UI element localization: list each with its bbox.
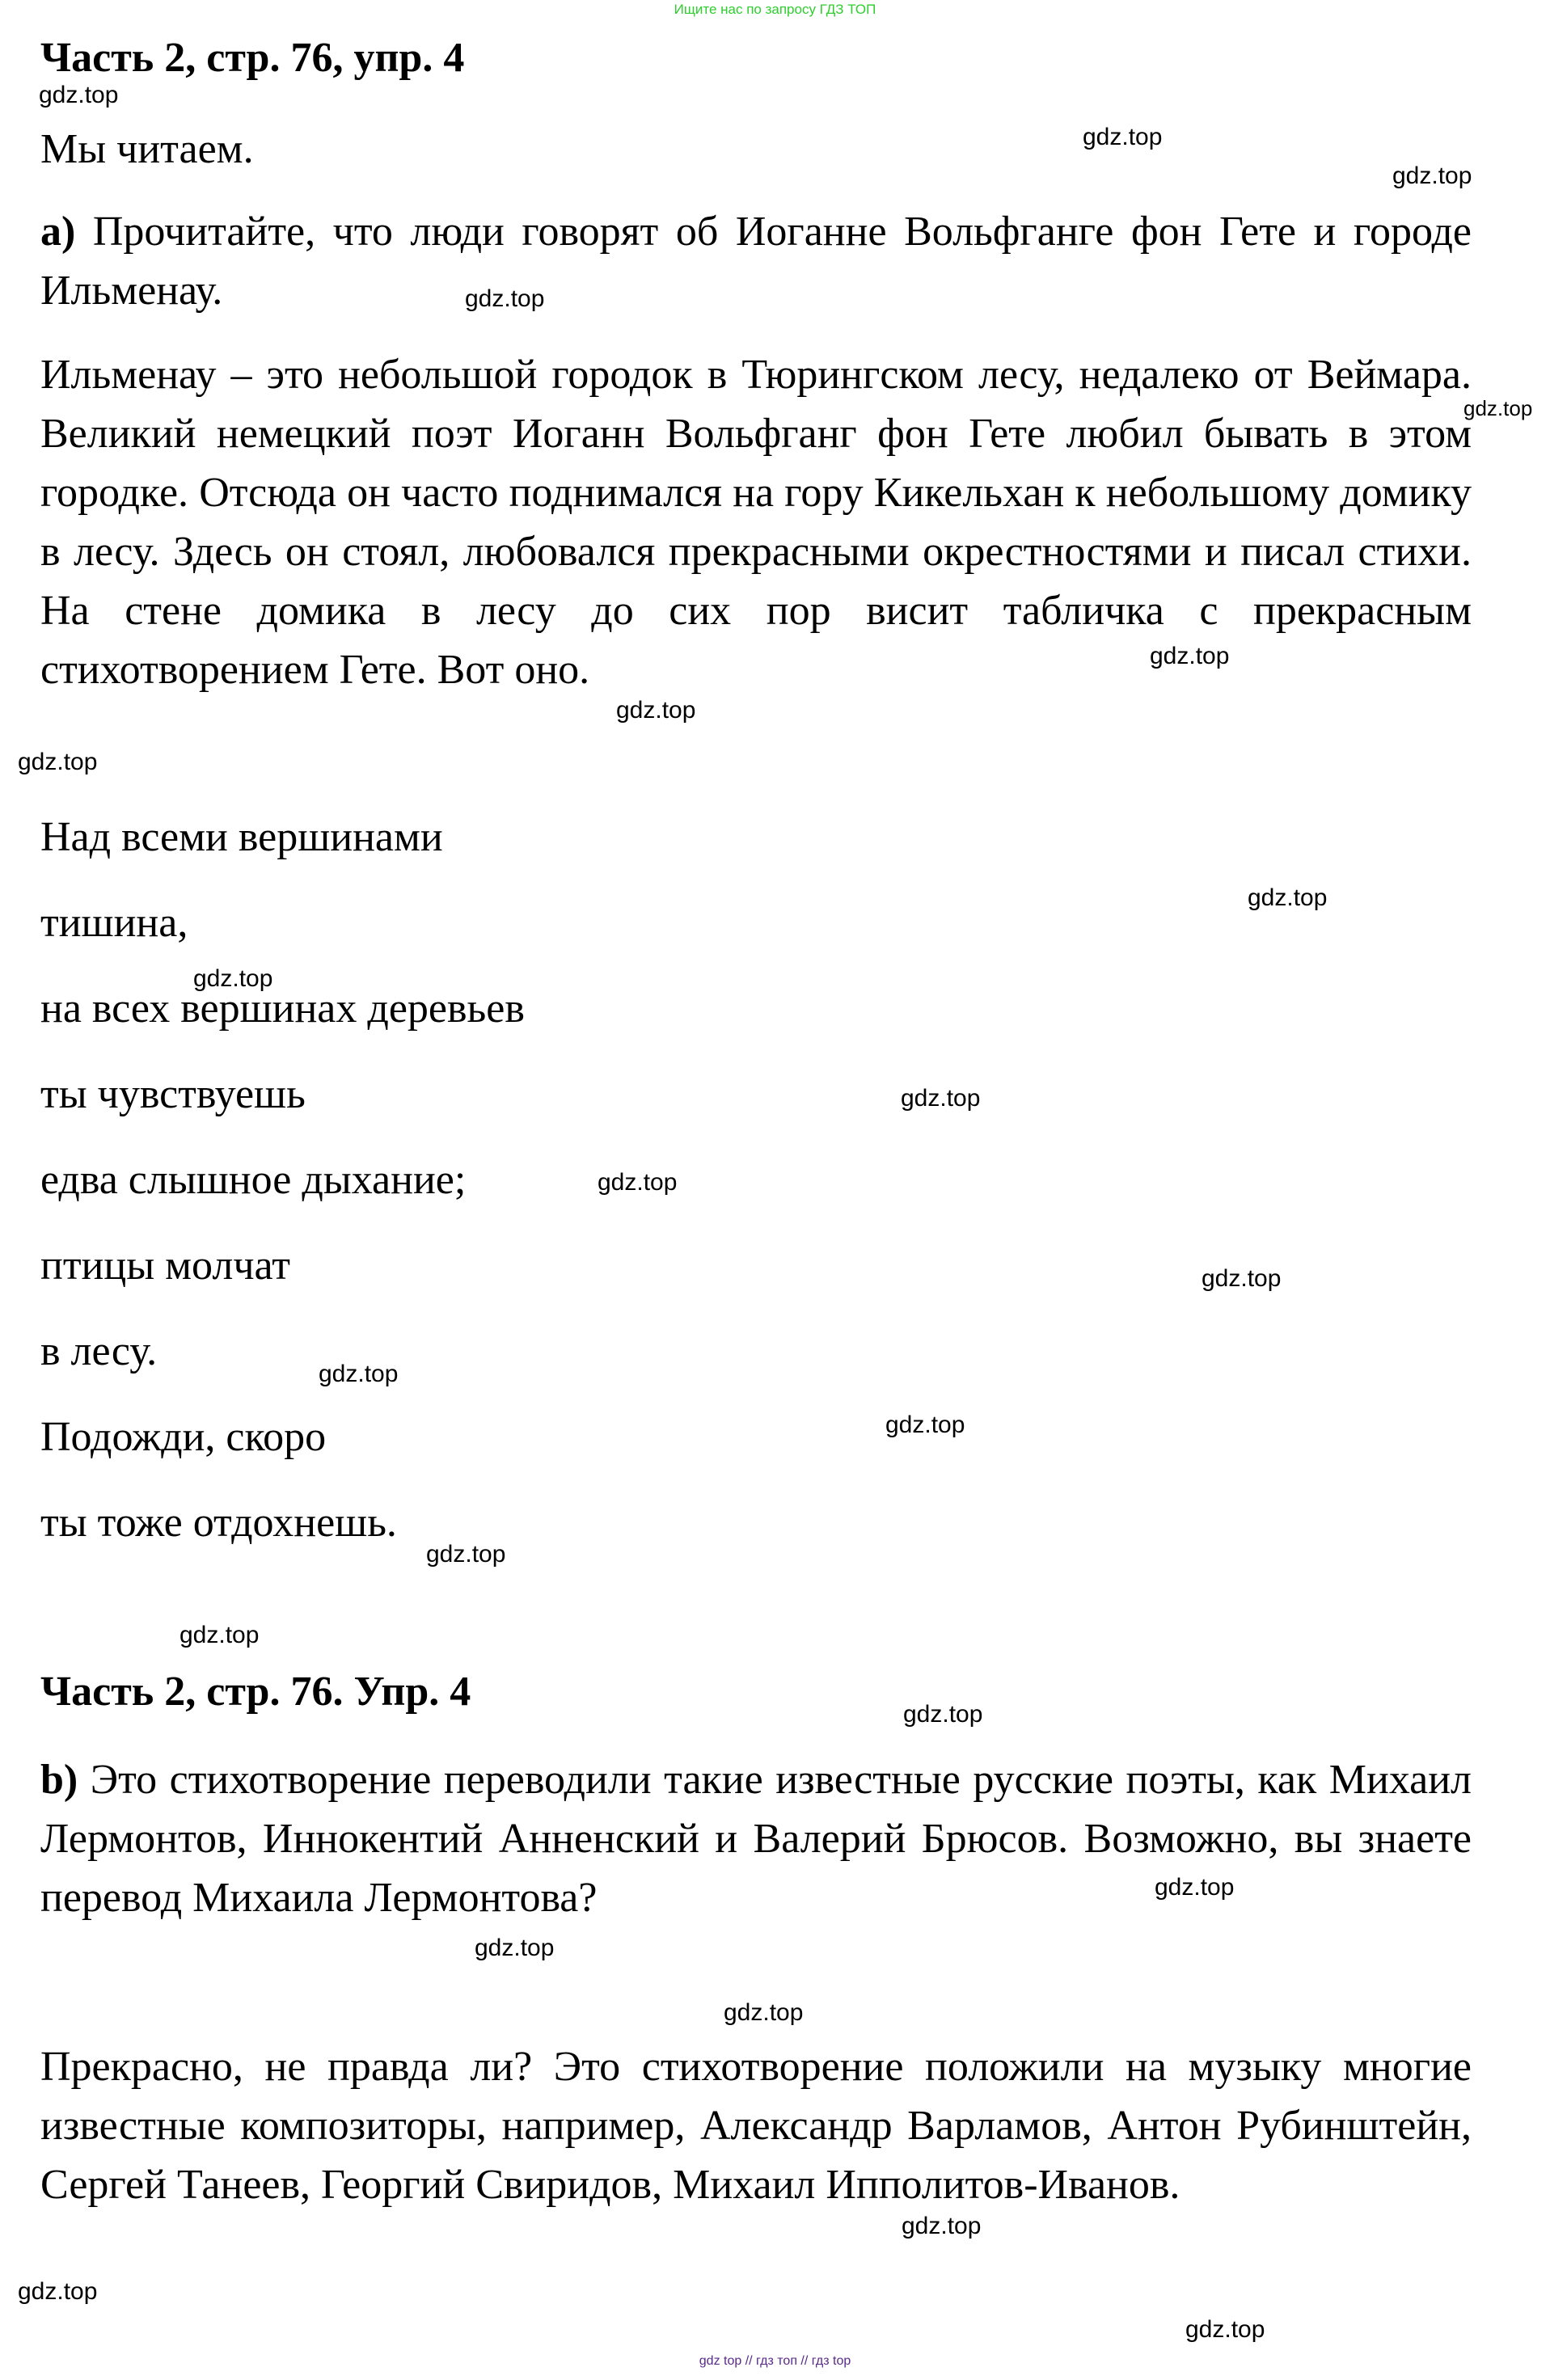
bottom-links[interactable]: gdz top // гдз топ // гдз top <box>699 2354 851 2368</box>
task-a-text: Прочитайте, что люди говорят об Иоганне Вольфганге фон Гете и городе Ильменау. <box>40 209 1472 314</box>
section-a-paragraph: Ильменау – это небольшой городок в Тюрингском лесу, недалеко от Веймара. Великий немецкий поэт Иоганн Вольфганг фон Гете любил бывать в этом городке. Отсюда он часто поднимался на гору Кикельхан к небольшому домику в лесу. Здесь он стоял, любовался прекрасными окрестностями и писал стихи. На стене домика в лесу до сих пор висит табличка с прекрасным стихотворением Гете. Вот оно. <box>40 352 1472 693</box>
watermark: gdz.top <box>179 1622 260 1648</box>
poem-line: Подожди, скоро <box>40 1414 327 1460</box>
watermark: gdz.top <box>1248 884 1328 911</box>
section-a-heading: Часть 2, стр. 76, упр. 4 <box>40 35 465 81</box>
watermark: gdz.top <box>616 697 696 724</box>
poem-line: Над всеми вершинами <box>40 814 443 860</box>
poem-line: ты чувствуешь <box>40 1071 306 1117</box>
watermark: gdz.top <box>319 1361 399 1387</box>
poem-line: птицы молчат <box>40 1243 290 1289</box>
watermark: gdz.top <box>885 1412 965 1438</box>
top-banner[interactable]: Ищите нас по запросу ГДЗ ТОП <box>674 2 876 17</box>
watermark: gdz.top <box>1463 396 1533 420</box>
poem-line: в лесу. <box>40 1328 158 1374</box>
watermark: gdz.top <box>1185 2316 1265 2343</box>
watermark: gdz.top <box>39 82 119 108</box>
watermark: gdz.top <box>598 1169 678 1196</box>
watermark: gdz.top <box>1083 124 1163 150</box>
task-a-label: a) <box>40 209 76 255</box>
watermark: gdz.top <box>18 2278 98 2305</box>
watermark: gdz.top <box>426 1541 506 1568</box>
watermark: gdz.top <box>18 749 98 775</box>
poem-line: тишина, <box>40 900 188 946</box>
watermark: gdz.top <box>902 2213 982 2239</box>
watermark: gdz.top <box>193 965 273 992</box>
task-b-text: Это стихотворение переводили такие известные русские поэты, как Михаил Лермонтов, Иннокентий Анненский и Валерий Брюсов. Возможно, вы знаете перевод Михаила Лермонтова? <box>40 1757 1472 1921</box>
watermark: gdz.top <box>1202 1265 1282 1292</box>
poem-line: на всех вершинах деревьев <box>40 985 525 1032</box>
task-b-label: b) <box>40 1757 78 1803</box>
watermark: gdz.top <box>724 1999 804 2026</box>
poem-line: едва слышное дыхание; <box>40 1157 467 1203</box>
section-b-heading: Часть 2, стр. 76. Упр. 4 <box>40 1669 471 1715</box>
watermark: gdz.top <box>1155 1874 1235 1901</box>
watermark: gdz.top <box>901 1085 981 1112</box>
section-b-paragraph: Прекрасно, не правда ли? Это стихотворение положили на музыку многие известные композиторы, например, Александр Варламов, Антон Рубинштейн, Сергей Танеев, Георгий Свиридов, Михаил Ипполитов-Иванов. <box>40 2044 1472 2208</box>
section-b-task <box>40 1750 1472 1927</box>
watermark: gdz.top <box>465 285 545 312</box>
poem-line: ты тоже отдохнешь. <box>40 1500 397 1546</box>
watermark: gdz.top <box>475 1935 555 1961</box>
watermark: gdz.top <box>1392 162 1472 189</box>
watermark: gdz.top <box>903 1701 983 1728</box>
section-a-task <box>40 202 1472 320</box>
watermark: gdz.top <box>1150 643 1230 669</box>
section-a-subtitle: Мы читаем. <box>40 126 254 172</box>
